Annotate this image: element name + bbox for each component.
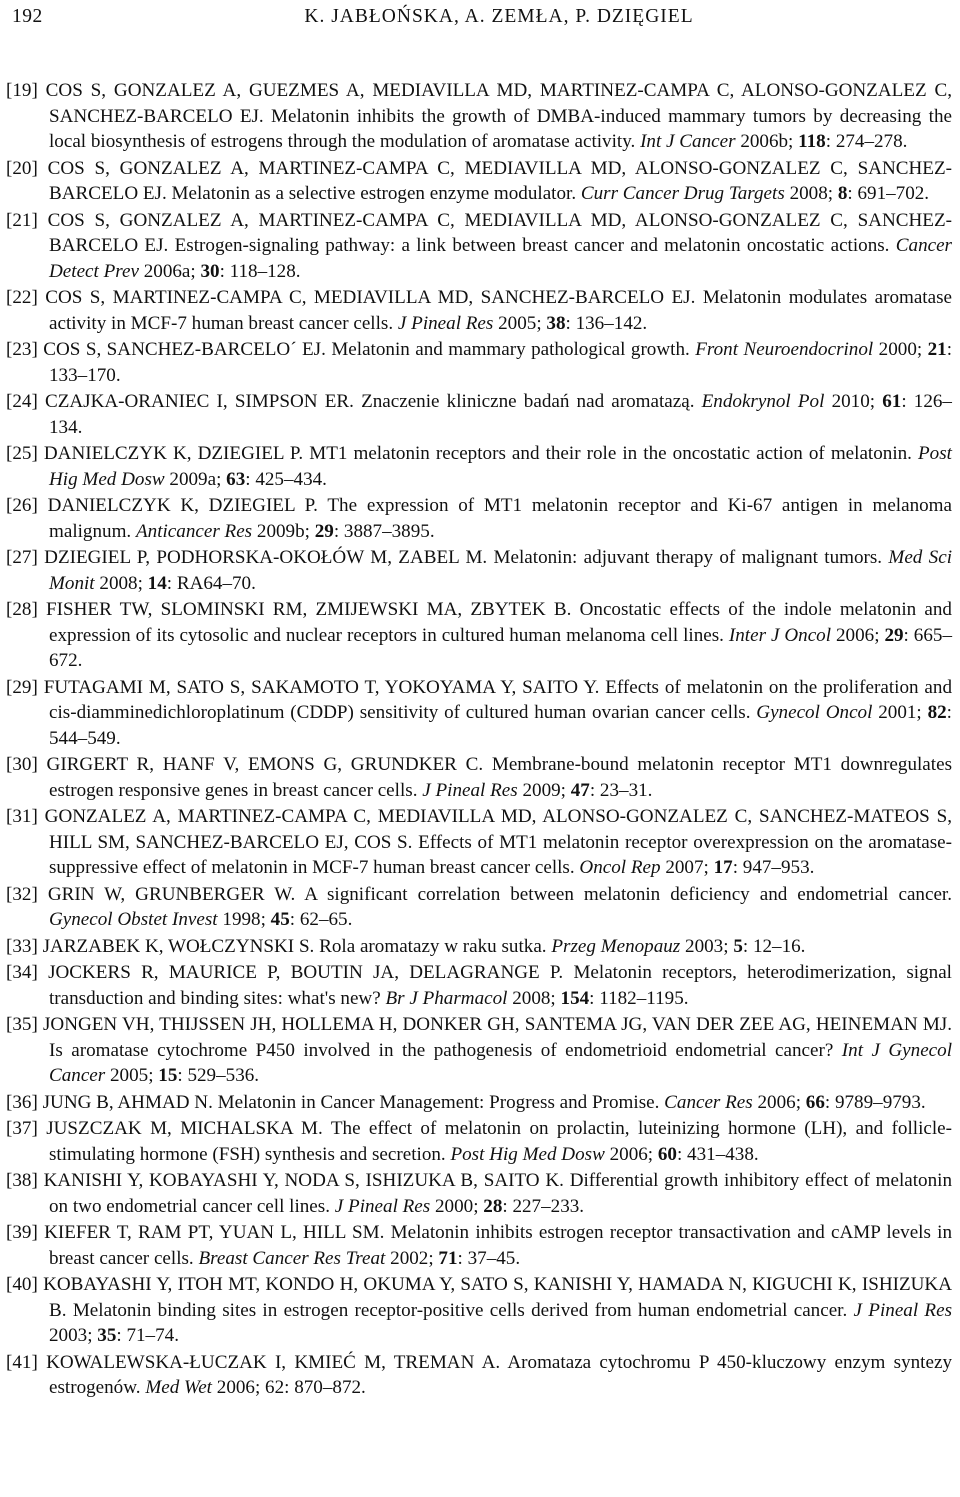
reference-item bbox=[6, 597, 952, 674]
reference-volume: 61 bbox=[882, 391, 902, 413]
reference-authors: FISHER TW, SLOMINSKI RM, ZMIJEWSKI MA, ZBYTEK B. bbox=[46, 599, 572, 621]
reference-pages: : 9789–9793. bbox=[824, 1091, 926, 1113]
reference-authors: JUSZCZAK M, MICHALSKA M. bbox=[46, 1118, 323, 1140]
reference-number: [20] bbox=[6, 157, 38, 179]
reference-pages: : 71–74. bbox=[116, 1325, 179, 1347]
reference-title: The expression of MT1 melatonin receptor and Ki-67 antigen in melanoma malignum. bbox=[49, 495, 952, 542]
reference-authors: CZAJKA-ORANIEC I, SIMPSON ER. bbox=[44, 391, 354, 413]
reference-journal: Przeg Menopauz bbox=[551, 935, 681, 957]
reference-number: [29] bbox=[6, 676, 38, 698]
reference-number: [23] bbox=[6, 339, 38, 361]
reference-journal: Breast Cancer Res Treat bbox=[198, 1247, 386, 1269]
reference-journal: Cancer Res bbox=[664, 1091, 753, 1113]
reference-number: [31] bbox=[6, 806, 38, 828]
reference-volume: 8 bbox=[837, 183, 848, 205]
reference-authors: JARZABEK K, WOŁCZYNSKI S. bbox=[42, 935, 315, 957]
reference-authors: COS S, MARTINEZ-CAMPA C, MEDIAVILLA MD, SANCHEZ-BARCELO EJ. bbox=[45, 287, 696, 309]
reference-volume: 118 bbox=[798, 131, 826, 153]
reference-year: 2010; bbox=[831, 391, 876, 413]
reference-title: Melatonin and mammary pathological growth. bbox=[331, 339, 690, 361]
reference-item bbox=[6, 208, 952, 285]
reference-year: 2003; bbox=[49, 1325, 93, 1347]
reference-year: 2006a; bbox=[143, 260, 196, 282]
reference-volume: 28 bbox=[483, 1195, 503, 1217]
reference-year: 2008; bbox=[512, 987, 556, 1009]
reference-item bbox=[6, 1090, 952, 1116]
reference-item bbox=[6, 337, 952, 388]
reference-item bbox=[6, 934, 952, 960]
reference-item bbox=[6, 1220, 952, 1271]
page-number: 192 bbox=[12, 6, 43, 27]
reference-year: 2008; bbox=[99, 572, 143, 594]
reference-volume: 38 bbox=[546, 312, 566, 334]
reference-pages: : 118–128. bbox=[219, 260, 301, 282]
reference-pages: : 62–65. bbox=[289, 909, 353, 931]
reference-year: 2006b; bbox=[740, 131, 794, 153]
reference-item bbox=[6, 882, 952, 933]
reference-title: Melatonin binding sites in estrogen receptor-positive cells derived from human endometrial cancer. bbox=[72, 1299, 848, 1321]
reference-authors: DANIELCZYK K, DZIEGIEL P. bbox=[43, 443, 304, 465]
reference-pages: : 37–45. bbox=[457, 1247, 521, 1269]
reference-pages: : 133–170. bbox=[49, 339, 953, 386]
reference-number: [25] bbox=[6, 443, 38, 465]
reference-journal: Med Wet bbox=[145, 1377, 212, 1399]
reference-year: 1998; bbox=[222, 909, 266, 931]
reference-year: 2003; bbox=[685, 935, 729, 957]
reference-pages: : 1182–1195. bbox=[589, 987, 689, 1009]
reference-number: [19] bbox=[6, 80, 38, 101]
reference-title: Differential growth inhibitory effect of melatonin on two endometrial cancer cell lines. bbox=[49, 1170, 953, 1217]
reference-journal: Endokrynol Pol bbox=[701, 391, 825, 413]
reference-item bbox=[6, 156, 952, 207]
reference-pages: : 12–16. bbox=[742, 935, 806, 957]
reference-item bbox=[6, 1168, 952, 1219]
reference-authors: GIRGERT R, HANF V, EMONS G, GRUNDKER C. bbox=[46, 754, 484, 776]
reference-title: MT1 melatonin receptors and their role in the oncostatic action of melatonin. bbox=[309, 443, 912, 465]
reference-journal: Med Sci Monit bbox=[49, 547, 953, 594]
reference-number: [38] bbox=[6, 1170, 38, 1192]
reference-volume: 17 bbox=[713, 857, 733, 879]
reference-number: [24] bbox=[6, 391, 38, 413]
reference-journal: Cancer Detect Prev bbox=[49, 235, 952, 282]
reference-pages: : 544–549. bbox=[49, 702, 952, 749]
reference-title: Melatonin inhibits the growth of DMBA-induced mammary tumors by decreasing the local biosynthesis of estrogens through the modulation of aromatase activity. bbox=[49, 105, 952, 153]
reference-title: Znaczenie kliniczne badań nad aromatazą. bbox=[361, 391, 695, 413]
reference-pages: : 3887–3895. bbox=[333, 520, 435, 542]
reference-number: [32] bbox=[6, 883, 38, 905]
reference-journal: Int J Gynecol Cancer bbox=[49, 1039, 952, 1087]
reference-title: Melatonin receptors, heterodimerization, signal transduction and binding sites: what's new? bbox=[49, 962, 952, 1009]
reference-number: [27] bbox=[6, 547, 38, 569]
reference-year: 2007; bbox=[665, 857, 709, 879]
reference-authors: COS S, GONZALEZ A, MARTINEZ-CAMPA C, MEDIAVILLA MD, ALONSO-GONZALEZ C, SANCHEZ-BARCELO EJ. bbox=[47, 209, 952, 257]
reference-journal: Post Hig Med Dosw bbox=[450, 1143, 605, 1165]
reference-year: 2000; bbox=[878, 339, 923, 361]
reference-title: Effects of melatonin on the proliferation and cis-diamminedichloroplatinum (CDDP) sensitivity of cultured human ovarian cancer cells. bbox=[49, 676, 953, 724]
reference-authors: COS S, SANCHEZ-BARCELO´ EJ. bbox=[43, 339, 326, 361]
reference-pages: : 425–434. bbox=[245, 468, 327, 490]
reference-authors: KIEFER T, RAM PT, YUAN L, HILL SM. bbox=[44, 1222, 385, 1244]
reference-year: 2009a; bbox=[169, 468, 222, 490]
reference-journal: Front Neuroendocrinol bbox=[695, 339, 874, 361]
running-head: K. JABŁOŃSKA, A. ZEMŁA, P. DZIĘGIEL bbox=[304, 6, 694, 27]
reference-authors: COS S, GONZALEZ A, MARTINEZ-CAMPA C, MEDIAVILLA MD, ALONSO-GONZALEZ C, SANCHEZ-BARCELO EJ. bbox=[47, 157, 952, 205]
reference-pages: : 431–438. bbox=[676, 1143, 759, 1165]
reference-pages: : RA64–70. bbox=[166, 572, 256, 594]
reference-authors: GRIN W, GRUNBERGER W. bbox=[47, 883, 296, 905]
reference-pages: : 126–134. bbox=[49, 391, 952, 438]
reference-volume: 15 bbox=[158, 1065, 178, 1087]
reference-item bbox=[6, 1350, 952, 1401]
reference-journal: J Pineal Res bbox=[334, 1195, 431, 1217]
reference-journal: Curr Cancer Drug Targets bbox=[580, 183, 785, 205]
reference-authors: COS S, GONZALEZ A, GUEZMES A, MEDIAVILLA MD, MARTINEZ-CAMPA C, ALONSO-GONZALEZ C, SANCHEZ-BARCELO EJ. bbox=[45, 80, 952, 127]
reference-title: Rola aromatazy w raku sutka. bbox=[319, 935, 547, 957]
reference-number: [21] bbox=[6, 209, 38, 231]
reference-authors: JOCKERS R, MAURICE P, BOUTIN JA, DELAGRANGE P. bbox=[48, 962, 564, 984]
reference-number: [39] bbox=[6, 1222, 38, 1244]
reference-year: 2008; bbox=[789, 183, 834, 205]
reference-pages: : 23–31. bbox=[589, 779, 653, 801]
reference-item bbox=[6, 675, 952, 752]
reference-year: 2005; bbox=[110, 1065, 154, 1087]
reference-number: [40] bbox=[6, 1274, 38, 1296]
reference-title: Effects of MT1 melatonin receptor overexpression on the aromatase-suppressive effect of melatonin in MCF-7 human breast cancer cells. bbox=[49, 831, 953, 879]
reference-journal: Br J Pharmacol bbox=[385, 987, 508, 1009]
reference-title: Is aromatase cytochrome P450 involved in the pathogenesis of endometrioid endometrial cancer? bbox=[49, 1039, 834, 1061]
reference-title: Estrogen-signaling pathway: a link between breast cancer and melatonin oncostatic actions. bbox=[174, 235, 890, 257]
reference-pages: : 665–672. bbox=[49, 624, 952, 672]
reference-journal: J Pineal Res bbox=[397, 312, 494, 334]
reference-year: 2006; 62: 870–872. bbox=[216, 1377, 366, 1399]
reference-authors: KOBAYASHI Y, ITOH MT, KONDO H, OKUMA Y, SATO S, KANISHI Y, HAMADA N, KIGUCHI K, ISHIZUKA B. bbox=[43, 1274, 953, 1321]
reference-journal: Oncol Rep bbox=[579, 857, 661, 879]
reference-year: 2000; bbox=[435, 1195, 479, 1217]
reference-item bbox=[6, 804, 952, 881]
reference-authors: DZIEGIEL P, PODHORSKA-OKOŁÓW M, ZABEL M. bbox=[44, 547, 488, 569]
reference-volume: 71 bbox=[438, 1247, 458, 1269]
reference-year: 2002; bbox=[390, 1247, 434, 1269]
reference-volume: 47 bbox=[570, 779, 590, 801]
reference-item bbox=[6, 1116, 952, 1167]
reference-number: [36] bbox=[6, 1091, 38, 1113]
reference-volume: 14 bbox=[147, 572, 167, 594]
reference-year: 2006; bbox=[836, 624, 880, 646]
reference-authors: KOWALEWSKA-ŁUCZAK I, KMIEĆ M, TREMAN A. bbox=[46, 1351, 501, 1373]
reference-pages: : 136–142. bbox=[565, 312, 648, 334]
reference-volume: 35 bbox=[97, 1325, 117, 1347]
reference-number: [41] bbox=[6, 1351, 38, 1373]
reference-title: Membrane-bound melatonin receptor MT1 downregulates estrogen responsive genes in breast cancer cells. bbox=[49, 754, 952, 801]
reference-title: Melatonin: adjuvant therapy of malignant tumors. bbox=[493, 547, 883, 569]
reference-item bbox=[6, 493, 952, 544]
reference-year: 2006; bbox=[757, 1091, 801, 1113]
reference-number: [34] bbox=[6, 962, 38, 984]
reference-journal: Anticancer Res bbox=[135, 520, 253, 542]
reference-item bbox=[6, 285, 952, 336]
reference-volume: 66 bbox=[805, 1091, 825, 1113]
reference-authors: JUNG B, AHMAD N. bbox=[42, 1091, 213, 1113]
reference-volume: 21 bbox=[927, 339, 947, 361]
reference-number: [33] bbox=[6, 935, 38, 957]
reference-authors: DANIELCZYK K, DZIEGIEL P. bbox=[47, 495, 318, 517]
reference-title: Melatonin inhibits estrogen receptor transactivation and cAMP levels in breast cancer cells. bbox=[49, 1222, 953, 1269]
reference-pages: : 274–278. bbox=[825, 131, 908, 153]
reference-journal: J Pineal Res bbox=[853, 1299, 952, 1321]
reference-journal: J Pineal Res bbox=[422, 779, 518, 801]
reference-year: 2009; bbox=[522, 779, 566, 801]
reference-pages: : 947–953. bbox=[732, 857, 815, 879]
reference-volume: 29 bbox=[884, 624, 904, 646]
reference-number: [26] bbox=[6, 495, 38, 517]
reference-item bbox=[6, 752, 952, 803]
reference-pages: : 227–233. bbox=[502, 1195, 585, 1217]
reference-volume: 30 bbox=[200, 260, 220, 282]
reference-journal: Gynecol Obstet Invest bbox=[49, 909, 218, 931]
reference-volume: 29 bbox=[314, 520, 334, 542]
reference-authors: FUTAGAMI M, SATO S, SAKAMOTO T, YOKOYAMA Y, SAITO Y. bbox=[43, 676, 600, 698]
reference-pages: : 691–702. bbox=[847, 183, 930, 205]
reference-volume: 63 bbox=[226, 468, 246, 490]
reference-volume: 82 bbox=[927, 702, 947, 724]
reference-title: Aromataza cytochromu P 450-kluczowy enzym syntezy estrogenów. bbox=[49, 1351, 952, 1399]
reference-item bbox=[6, 389, 952, 440]
reference-journal: Int J Cancer bbox=[640, 131, 736, 153]
reference-authors: JONGEN VH, THIJSSEN JH, HOLLEMA H, DONKER GH, SANTEMA JG, VAN DER ZEE AG, HEINEMAN MJ. bbox=[42, 1014, 952, 1036]
reference-journal: Inter J Oncol bbox=[728, 624, 832, 646]
reference-item bbox=[6, 441, 952, 492]
reference-title: Melatonin as a selective estrogen enzyme modulator. bbox=[171, 183, 577, 205]
reference-title: Melatonin modulates aromatase activity in MCF-7 human breast cancer cells. bbox=[49, 287, 952, 334]
reference-item bbox=[6, 78, 952, 155]
reference-journal: Post Hig Med Dosw bbox=[49, 443, 952, 490]
reference-authors: GONZALEZ A, MARTINEZ-CAMPA C, MEDIAVILLA MD, ALONSO-GONZALEZ C, SANCHEZ-MATEOS S, HILL SM, SANCHEZ-BARCELO EJ, COS S. bbox=[44, 806, 953, 853]
reference-number: [37] bbox=[6, 1118, 38, 1140]
reference-number: [30] bbox=[6, 754, 38, 776]
reference-year: 2005; bbox=[498, 312, 542, 334]
reference-item bbox=[6, 1272, 952, 1349]
reference-journal: Gynecol Oncol bbox=[756, 702, 873, 724]
reference-volume: 154 bbox=[560, 987, 590, 1009]
reference-title: Melatonin in Cancer Management: Progress and Promise. bbox=[217, 1091, 660, 1113]
reference-year: 2009b; bbox=[256, 520, 310, 542]
reference-item bbox=[6, 1012, 952, 1089]
reference-item bbox=[6, 545, 952, 596]
reference-volume: 45 bbox=[270, 909, 290, 931]
reference-title: The effect of melatonin on prolactin, luteinizing hormone (LH), and follicle-stimulating hormone (FSH) synthesis and secretion. bbox=[49, 1118, 952, 1165]
reference-number: [22] bbox=[6, 287, 38, 309]
reference-pages: : 529–536. bbox=[177, 1065, 260, 1087]
reference-year: 2001; bbox=[878, 702, 922, 724]
reference-item bbox=[6, 960, 952, 1011]
page-header bbox=[6, 4, 952, 32]
reference-year: 2006; bbox=[609, 1143, 654, 1165]
reference-authors: KANISHI Y, KOBAYASHI Y, NODA S, ISHIZUKA B, SAITO K. bbox=[43, 1170, 564, 1192]
reference-title: Oncostatic effects of the indole melatonin and expression of its cytosolic and nuclear receptors in cultured human melanoma cell lines. bbox=[49, 599, 952, 646]
reference-volume: 5 bbox=[733, 935, 743, 957]
reference-number: [35] bbox=[6, 1014, 38, 1036]
reference-number: [28] bbox=[6, 599, 38, 621]
reference-title: A significant correlation between melatonin deficiency and endometrial cancer. bbox=[304, 883, 952, 905]
reference-list bbox=[6, 78, 952, 1401]
reference-volume: 60 bbox=[657, 1143, 677, 1165]
